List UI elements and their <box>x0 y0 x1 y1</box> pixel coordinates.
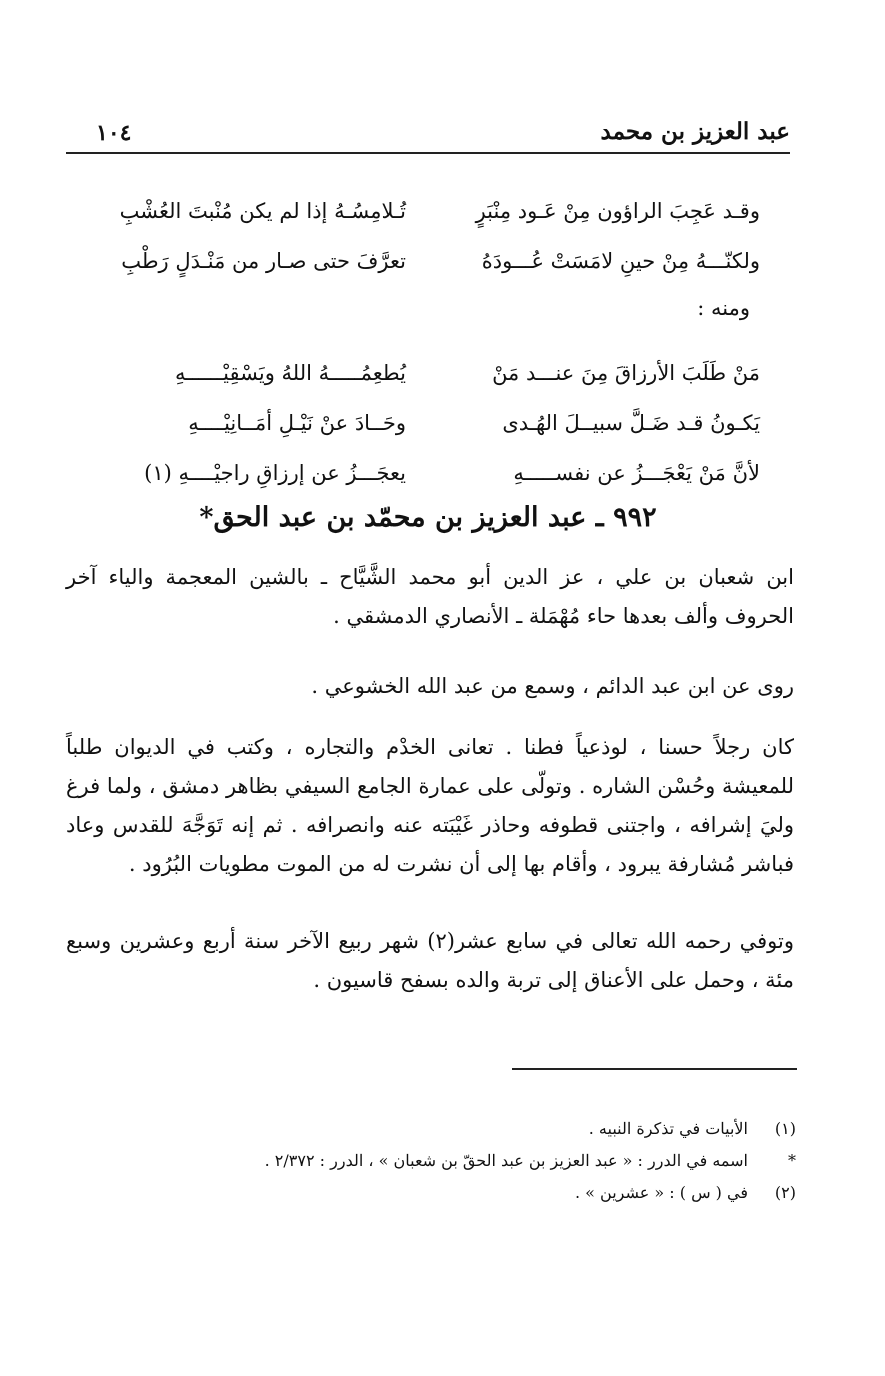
verse-second-hemistich: يعجَـــزُ عن إرزاقِ راجيْــــهِ (١) <box>144 461 406 485</box>
paragraph-death: وتوفي رحمه الله تعالى في سابع عشر(٢) شهر ربيع الآخر سنة أربع وعشرين وسبع مئة ، وحمل على الأعناق إلى تربة والده بسفح قاسيون . <box>66 929 794 992</box>
verse-first-hemistich: لأنَّ مَنْ يَعْجَـــزُ عن نفســـــهِ <box>513 461 760 485</box>
header-rule <box>66 152 790 154</box>
footnote-marker: (١) <box>774 1118 796 1138</box>
paragraph-lineage: ابن شعبان بن علي ، عز الدين أبو محمد الشَّيَّاح ـ بالشين المعجمة والياء آخر الحروف وألف بعدها حاء مُهْمَلة ـ الأنصاري الدمشقي . <box>66 565 794 628</box>
verse-first-hemistich: مَنْ طَلَبَ الأرزاقَ مِنَ عنـــد مَنْ <box>492 361 760 385</box>
verse-first-hemistich: يَكـونُ قـد ضَـلَّ سبيــلَ الهُـدى <box>502 411 760 435</box>
footnote-marker: * <box>788 1150 796 1170</box>
paragraph-biography: كان رجلاً حسنا ، لوذعياً فطنا . تعانى الخدْم والتجاره ، وكتب في الديوان طلباً للمعيشة وحُسْن الشاره . وتولّى على عمارة الجامع السيفي بظاهر دمشق ، ولما فرغ وليَ إشرافه ، واجتنى قطوفه وحاذر غَيْبَته عنه وانصرافه . ثم إنه تَوَجَّهَ للقدس وعاد فباشر مُشارفة يبرود ، وأقام بها إلى أن نشرت له من الموت مطويات البُرُود . <box>66 735 794 876</box>
entry-heading: ٩٩٢ ـ عبد العزيز بن محمّد بن عبد الحق* <box>199 502 657 533</box>
paragraph-teachers: روى عن ابن عبد الدائم ، وسمع من عبد الله الخشوعي . <box>311 674 794 698</box>
footnote <box>230 1112 796 1144</box>
page-header <box>66 112 790 154</box>
footnote-text: في ( س ) : « عشرين » . <box>574 1182 748 1202</box>
verse <box>96 398 760 448</box>
verse <box>96 448 760 498</box>
verse-first-hemistich: وقـد عَجِبَ الراؤون مِنْ عَـود مِنْبَرٍ <box>475 199 760 223</box>
footnote-text: الأبيات في تذكرة النبيه . <box>588 1118 748 1138</box>
verse-second-hemistich: تُـلامِسُـهُ إذا لم يكن مُنْبتَ العُشْبِ <box>119 199 406 223</box>
footnote-text: اسمه في الدرر : « عبد العزيز بن عبد الحقّ بن شعبان » ، الدرر : ٢/٣٧٢ . <box>264 1150 748 1170</box>
verse <box>96 186 760 236</box>
footnote-separator <box>512 1068 797 1070</box>
footnote <box>230 1144 796 1176</box>
page-number: ١٠٤ <box>96 120 132 146</box>
poem-block-2 <box>96 348 760 498</box>
footnote-marker: (٢) <box>774 1182 796 1202</box>
footnotes <box>230 1112 796 1208</box>
poem-block-1 <box>96 186 760 286</box>
verse-second-hemistich: تعرَّفَ حتى صـار من مَنْـدَلٍ رَطْبِ <box>121 249 406 273</box>
footnote <box>230 1176 796 1208</box>
poem-intro: ومنه : <box>697 296 750 320</box>
verse <box>96 236 760 286</box>
verse-second-hemistich: يُطعِمُـــــهُ اللهُ ويَسْقِيْــــــهِ <box>174 361 406 385</box>
verse <box>96 348 760 398</box>
running-title: عبد العزيز بن محمد <box>600 118 790 145</box>
verse-second-hemistich: وحَــادَ عنْ نَيْـلِ أمَــانِيْــــهِ <box>188 411 406 435</box>
verse-first-hemistich: ولكنّـــهُ مِنْ حينِ لامَسَتْ عُـــودَهُ <box>481 249 760 273</box>
